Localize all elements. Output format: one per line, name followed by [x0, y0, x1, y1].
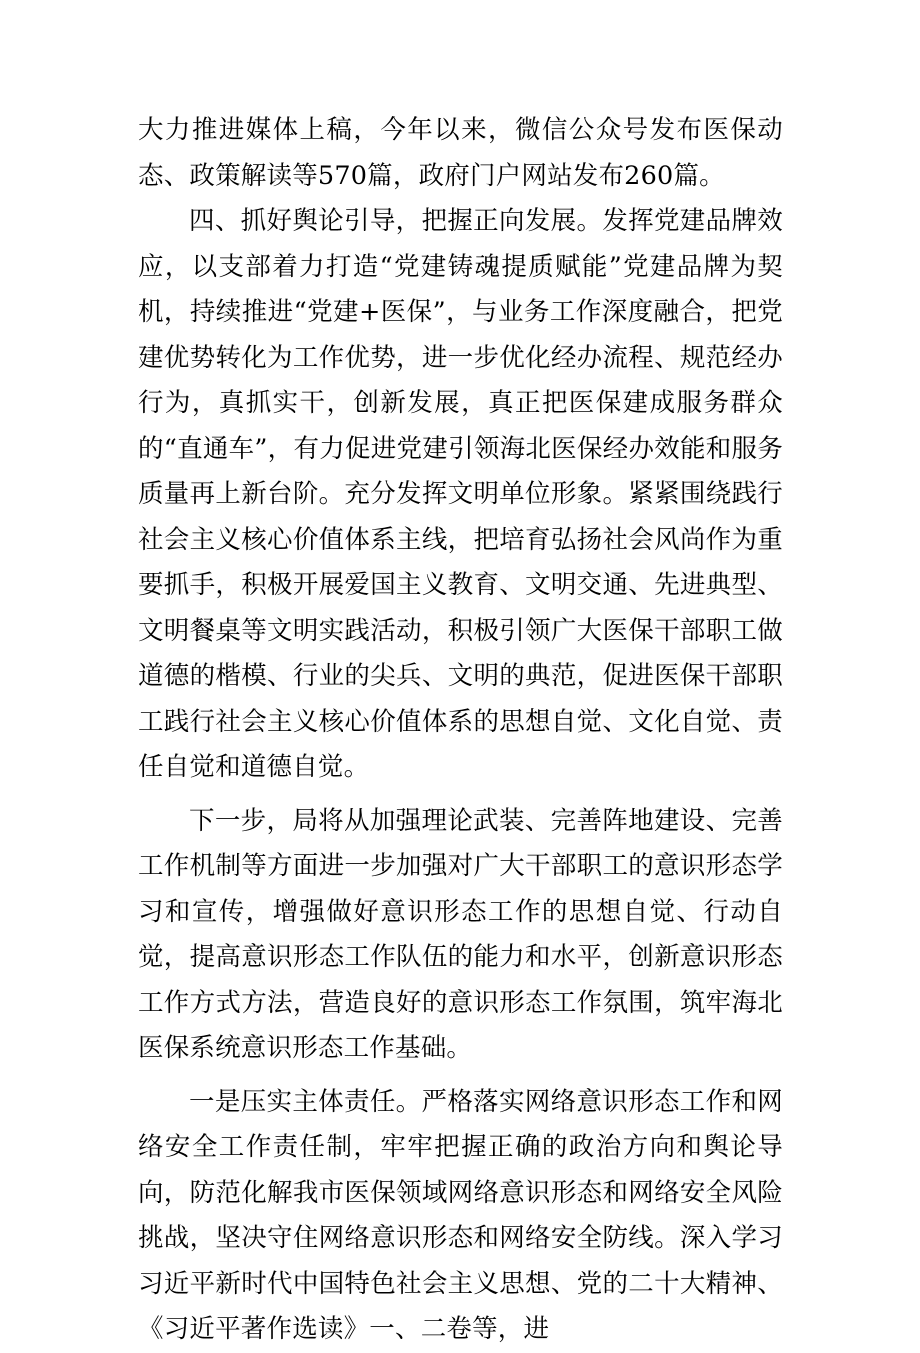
paragraph-next-steps: 下一步，局将从加强理论武装、完善阵地建设、完善工作机制等方面进一步加强对广大干部职工的意识形态学习和宣传，增强做好意识形态工作的思想自觉、行动自觉，提高意识形态工作队伍的能力和水平，创新意识形态工作方式方法，营造良好的意识形态工作氛围，筑牢海北医保系统意识形态工作基础。 [138, 805, 783, 1063]
paragraph-public-opinion: 四、抓好舆论引导，把握正向发展。发挥党建品牌效应，以支部着力打造“党建铸魂提质赋能”党建品牌为契机，持续推进“党建+医保”，与业务工作深度融合，把党建优势转化为工作优势，进一步优化经办流程、规范经办行为，真抓实干，创新发展，真正把医保建成服务群众的“直通车”，有力促进党建引领海北医保经办效能和服务质量再上新台阶。充分发挥文明单位形象。紧紧围绕践行社会主义核心价值体系主线，把培育弘扬社会风尚作为重要抓手，积极开展爱国主义教育、文明交通、先进典型、文明餐桌等文明实践活动，积极引领广大医保干部职工做道德的楷模、行业的尖兵、文明的典范，促进医保干部职工践行社会主义核心价值体系的思想自觉、文化自觉、责任自觉和道德自觉。 [138, 206, 783, 782]
document-body [138, 108, 783, 1353]
paragraph-responsibility: 一是压实主体责任。严格落实网络意识形态工作和网络安全工作责任制，牢牢把握正确的政治方向和舆论导向，防范化解我市医保领域网络意识形态和网络安全风险挑战，坚决守住网络意识形态和网络安全防线。深入学习习近平新时代中国特色社会主义思想、党的二十大精神、《习近平著作选读》一、二卷等，进 [138, 1086, 783, 1344]
paragraph-continuation: 大力推进媒体上稿，今年以来，微信公众号发布医保动态、政策解读等570篇，政府门户网站发布260篇。 [138, 115, 783, 191]
